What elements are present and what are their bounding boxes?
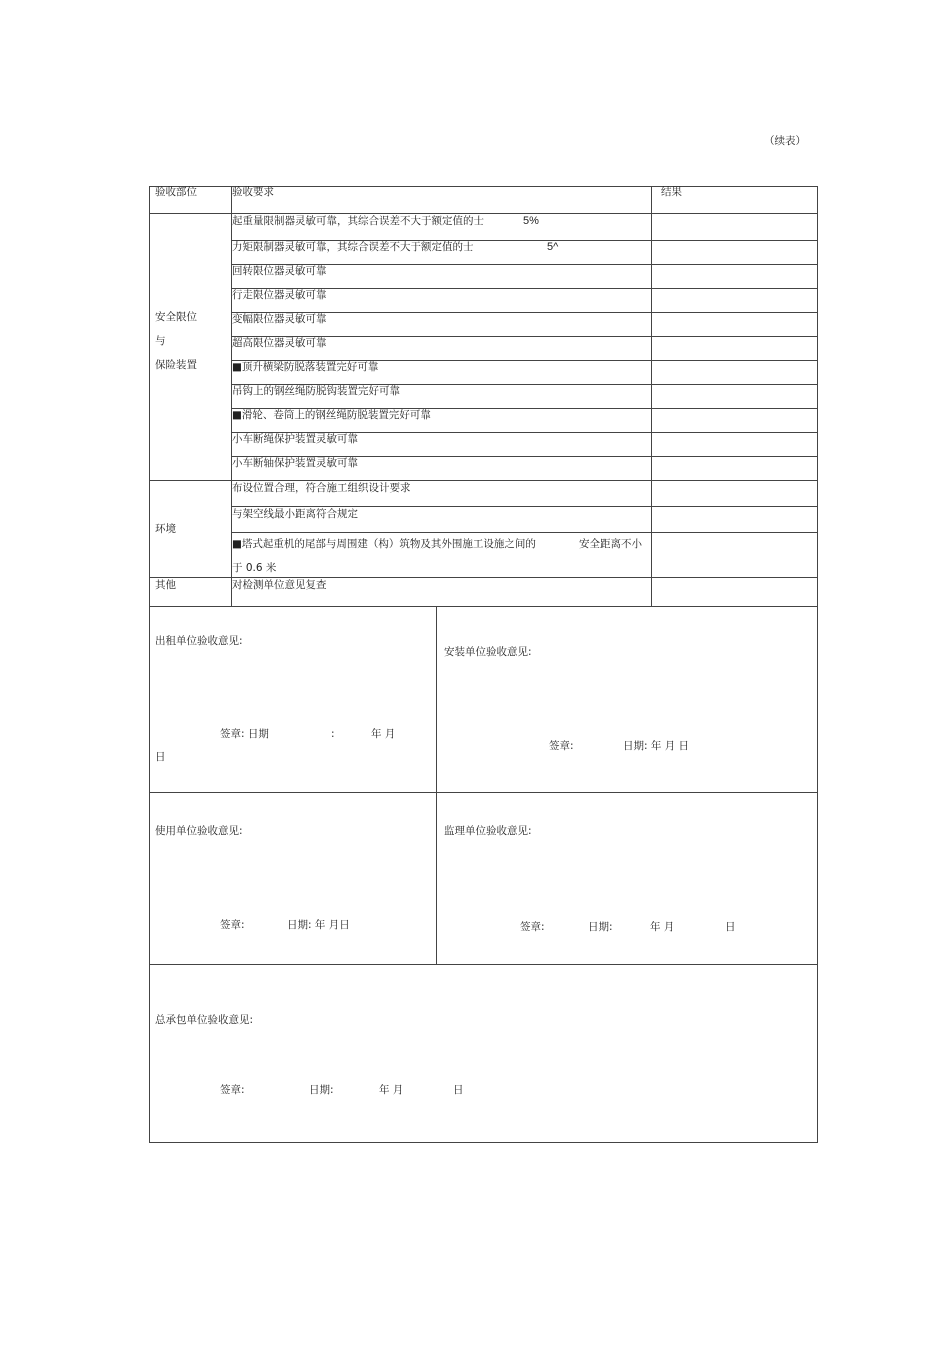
opinion-divider xyxy=(149,964,818,965)
requirement-text: 小车断绳保护装置灵敏可靠 xyxy=(232,433,358,445)
column-divider xyxy=(651,186,652,606)
requirement-text: 力矩限制器灵敏可靠，其综合误差不大于额定值的士 xyxy=(232,241,474,253)
section-divider xyxy=(149,606,818,607)
requirement-text: 吊钩上的钢丝绳防脱钩装置完好可靠 xyxy=(232,385,400,397)
requirement-text: 行走限位器灵敏可靠 xyxy=(232,289,327,301)
opinion-title-general: 总承包单位验收意见: xyxy=(155,1014,254,1026)
day-label: 日 xyxy=(453,1084,464,1096)
date-label: 日期: xyxy=(588,921,613,933)
seal-label: 签章: xyxy=(220,919,245,931)
year-month-label: 年 月 xyxy=(371,728,396,740)
requirement-text: 起重量限制器灵敏可靠，其综合误差不大于额定值的士 xyxy=(232,215,484,227)
year-month-label: 年 月 xyxy=(650,921,675,933)
header-requirement: 验收要求 xyxy=(232,186,274,198)
requirement-text: 于 0.6 米 xyxy=(232,562,277,574)
seal-date-label: 签章: 日期 xyxy=(220,728,269,740)
seal-label: 签章: xyxy=(220,1084,245,1096)
date-label: 日期: 年 月日 xyxy=(287,919,350,931)
section-label-safety: 安全限位 xyxy=(155,311,197,323)
day-label: 日 xyxy=(725,921,736,933)
requirement-value: 5% xyxy=(523,215,539,227)
table-border-right xyxy=(817,186,818,1143)
requirement-text: 变幅限位器灵敏可靠 xyxy=(232,313,327,325)
section-label-other: 其他 xyxy=(155,579,176,591)
requirement-text: 布设位置合理，符合施工组织设计要求 xyxy=(232,482,411,494)
opinion-title-rental: 出租单位验收意见: xyxy=(155,635,243,647)
requirement-text: ■塔式起重机的尾部与周围建（构）筑物及其外围施工设施之间的 xyxy=(232,538,536,550)
section-label-safety: 保险装置 xyxy=(155,359,197,371)
date-colon: : xyxy=(331,728,335,740)
requirement-text: 对检测单位意见复查 xyxy=(232,579,327,591)
table-border-bottom xyxy=(149,1142,818,1143)
section-label-safety: 与 xyxy=(155,335,166,347)
requirement-text: ■顶升横梁防脱落装置完好可靠 xyxy=(232,361,379,373)
year-month-label: 年 月 xyxy=(379,1084,404,1096)
header-result: 结果 xyxy=(661,186,682,198)
requirement-value: 5^ xyxy=(547,241,559,253)
seal-label: 签章: xyxy=(549,740,574,752)
requirement-text: 超高限位器灵敏可靠 xyxy=(232,337,327,349)
seal-label: 签章: xyxy=(520,921,545,933)
opinion-divider xyxy=(149,792,818,793)
header-part: 验收部位 xyxy=(155,186,197,198)
requirement-text: ■滑轮、卷筒上的钢丝绳防脱装置完好可靠 xyxy=(232,409,431,421)
table-border-left xyxy=(149,186,150,1143)
requirement-text: 回转限位器灵敏可靠 xyxy=(232,265,327,277)
opinion-title-install: 安装单位验收意见: xyxy=(444,646,532,658)
date-label: 日期: xyxy=(309,1084,334,1096)
opinion-title-user: 使用单位验收意见: xyxy=(155,825,243,837)
section-label-environment: 环境 xyxy=(155,523,176,535)
continued-label: （续表） xyxy=(764,135,806,147)
requirement-text: 与架空线最小距离符合规定 xyxy=(232,508,358,520)
date-label: 日期: 年 月 日 xyxy=(623,740,690,752)
row-divider xyxy=(231,532,818,533)
opinion-column-divider xyxy=(436,606,437,964)
requirement-text: 小车断轴保护装置灵敏可靠 xyxy=(232,457,358,469)
day-label: 日 xyxy=(155,751,166,763)
opinion-title-supervision: 监理单位验收意见: xyxy=(444,825,532,837)
requirement-text: 安全距离不小 xyxy=(579,538,642,550)
